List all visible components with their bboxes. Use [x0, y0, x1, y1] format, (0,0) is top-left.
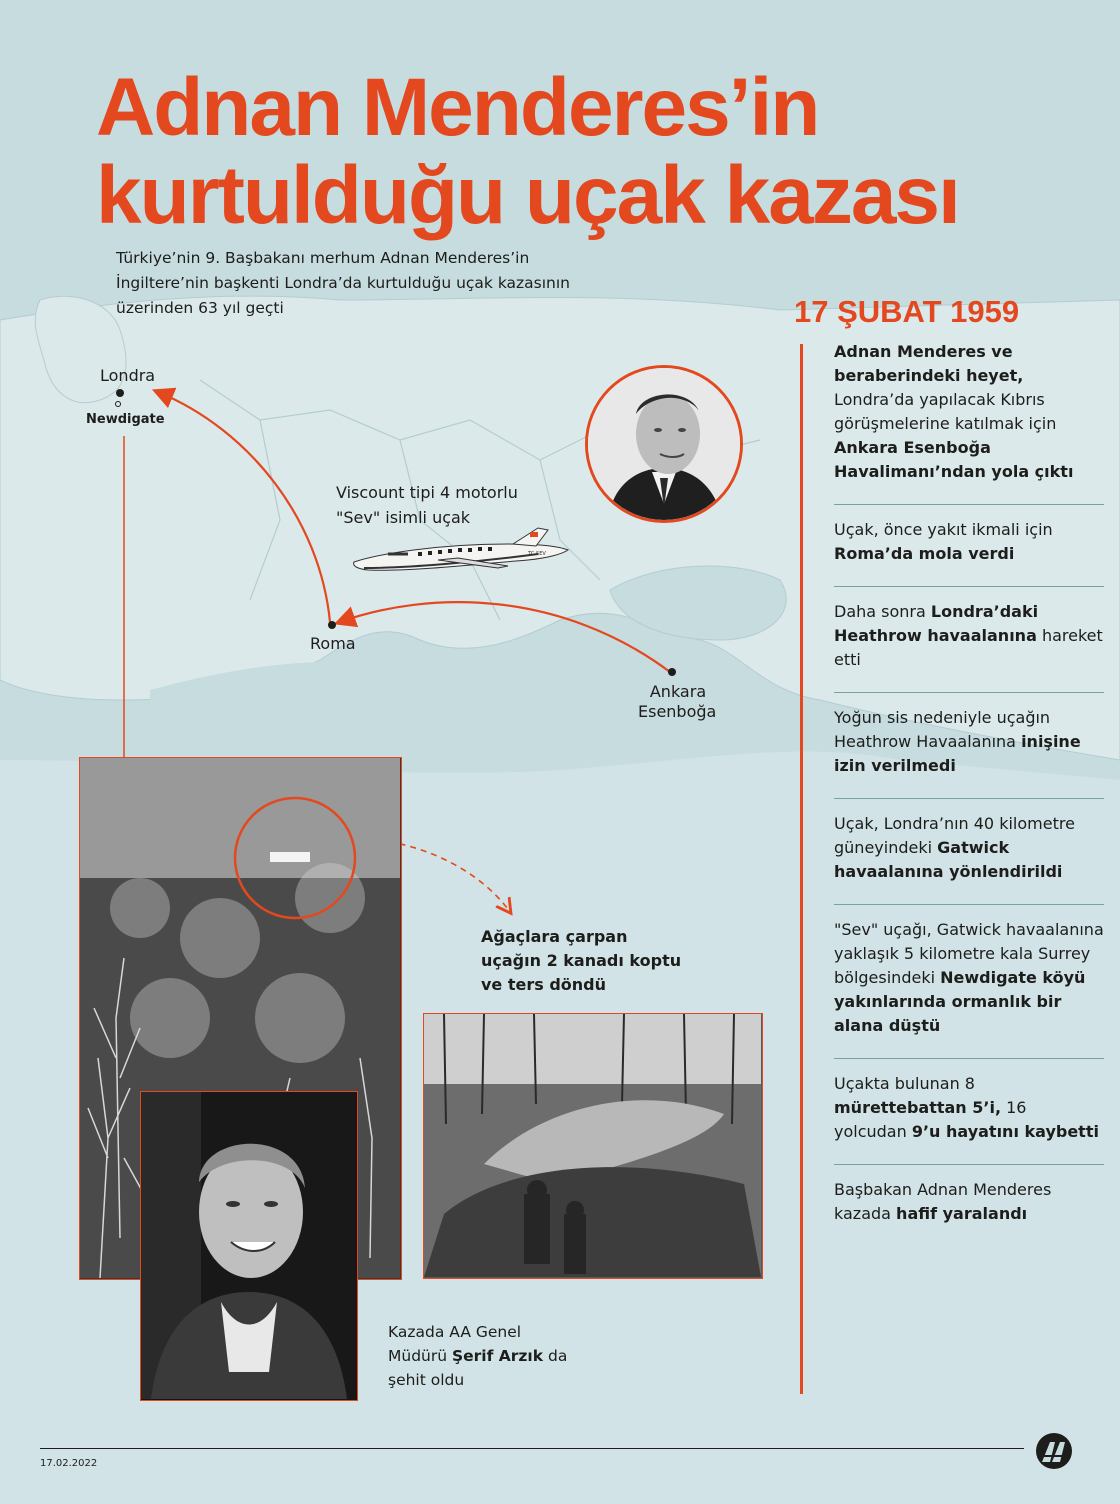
aa-logo-icon — [1034, 1432, 1074, 1470]
footer-date: 17.02.2022 — [40, 1458, 98, 1469]
timeline-item: Uçak, önce yakıt ikmali için Roma’da mola verdi — [834, 504, 1104, 586]
timeline-item: Yoğun sis nedeniyle uçağın Heathrow Havaalanına inişine izin verilmedi — [834, 692, 1104, 798]
timeline-item: Adnan Menderes ve beraberindeki heyet, Londra’da yapılacak Kıbrıs görüşmelerine katılmak için Ankara Esenboğa Havalimanı’ndan yola çıktı — [834, 342, 1074, 481]
arzik-caption-line2-pre: Müdürü — [388, 1347, 452, 1365]
label-londra: Londra — [100, 366, 156, 385]
timeline — [834, 340, 1104, 1246]
intro-line-2: İngiltere’nin başkenti Londra’da kurtulduğu uçak kazasının — [116, 274, 570, 292]
label-esenboga: Esenboğa — [638, 702, 717, 721]
timeline-item: Daha sonra Londra’daki Heathrow havaalanına hareket etti — [834, 586, 1104, 692]
londra-dot — [116, 389, 124, 397]
intro-line-1: Türkiye’nin 9. Başbakanı merhum Adnan Menderes’in — [116, 249, 530, 267]
arzik-caption-line2 — [388, 1344, 567, 1368]
ankara-dot — [668, 668, 676, 676]
plane-label-line2: "Sev" isimli uçak — [336, 508, 471, 527]
page-title — [96, 64, 1056, 240]
arzik-portrait — [140, 1091, 358, 1401]
plane-label-line1: Viscount tipi 4 motorlu — [336, 483, 518, 502]
timeline-item: Uçakta bulunan 8 mürettebattan 5’i, 16 yolcudan 9’u hayatını kaybetti — [834, 1058, 1104, 1164]
label-newdigate: Newdigate — [86, 412, 165, 427]
intro-text — [116, 246, 636, 321]
viscount-plane-image — [348, 524, 574, 580]
title-line-2: kurtulduğu uçak kazası — [96, 150, 959, 241]
arzik-caption-line2-post: da — [543, 1347, 568, 1365]
roma-dot — [328, 621, 336, 629]
footer-divider — [40, 1448, 1024, 1449]
wreckage-photo — [423, 1013, 763, 1279]
crash-caption-line2: uçağın 2 kanadı koptu — [481, 951, 682, 970]
title-line-1: Adnan Menderes’in — [96, 62, 819, 153]
timeline-line — [800, 344, 803, 1394]
timeline-item: "Sev" uçağı, Gatwick havaalanına yaklaşık 5 kilometre kala Surrey bölgesindeki Newdigate köyü yakınlarında ormanlık bir alana düştü — [834, 904, 1104, 1058]
arzik-portrait-image — [141, 1092, 356, 1399]
timeline-item: Başbakan Adnan Menderes kazada hafif yaralandı — [834, 1164, 1104, 1246]
label-roma: Roma — [310, 634, 356, 653]
intro-line-3: üzerinden 63 yıl geçti — [116, 299, 284, 317]
crash-caption-line1: Ağaçlara çarpan — [481, 927, 628, 946]
mediterranean — [150, 662, 702, 760]
wreckage-image — [424, 1014, 761, 1277]
black-sea — [610, 566, 786, 640]
plane-label — [336, 480, 518, 530]
arzik-name: Şerif Arzık — [451, 1347, 544, 1365]
timeline-item: Uçak, Londra’nın 40 kilometre güneyindeki Gatwick havaalanına yönlendirildi — [834, 798, 1104, 904]
label-ankara — [638, 682, 717, 722]
plane-registration: TC-SEV — [528, 551, 546, 557]
arzik-caption — [388, 1320, 567, 1392]
arzik-caption-line1: Kazada AA Genel — [388, 1323, 522, 1341]
menderes-portrait-image — [588, 368, 740, 520]
date-heading: 17 ŞUBAT 1959 — [794, 294, 1020, 329]
crash-caption — [481, 925, 681, 997]
arzik-caption-line3: şehit oldu — [388, 1371, 465, 1389]
menderes-portrait — [585, 365, 743, 523]
label-ankara-line1: Ankara — [649, 682, 707, 701]
crash-caption-line3: ve ters döndü — [481, 975, 607, 994]
